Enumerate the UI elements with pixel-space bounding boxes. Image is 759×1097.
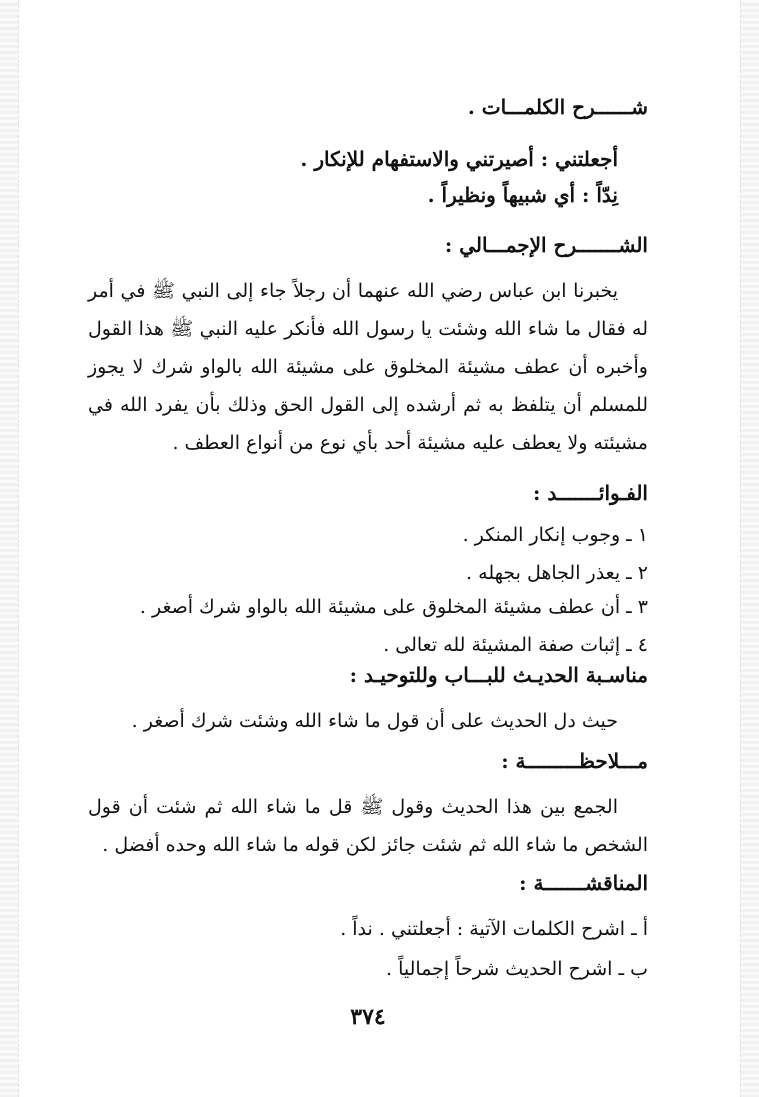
benefit-2: ٢ ـ يعذر الجاهل بجهله . [466,562,648,584]
page-number: ٣٧٤ [350,1004,386,1030]
note-line-2: الشخص ما شاء الله ثم شئت جائز لكن قوله ما شاء الله وحده أفضل . [102,834,648,856]
benefit-1: ١ ـ وجوب إنكار المنكر . [462,524,648,546]
heading-benefits: الفـوائـــــــد : [533,481,648,505]
heading-note: مـــلاحظـــــــــة : [501,749,648,773]
summary-line-4: للمسلم أن يتلفظ به ثم أرشده إلى القول الحق وذلك بأن يفرد الله في [88,394,648,416]
relevance-text: حيث دل الحديث على أن قول ما شاء الله وشئت شرك أصغر . [131,710,618,732]
heading-relevance: مناسـبة الحديـث للبـــاب وللتوحيـد : [349,663,648,687]
summary-line-2: له فقال ما شاء الله وشئت يا رسول الله فأنكر عليه النبي ﷺ هذا القول [88,318,648,340]
summary-line-3: وأخبره أن عطف مشيئة المخلوق على مشيئة الله بالواو شرك لا يجوز [88,356,648,378]
scan-edge-left [0,0,19,1097]
definition-1: أجعلتني : أصيرتني والاستفهام للإنكار . [300,147,618,171]
benefit-3: ٣ ـ أن عطف مشيئة المخلوق على مشيئة الله بالواو شرك أصغر . [139,596,648,618]
summary-line-1: يخبرنا ابن عباس رضي الله عنهما أن رجلاً جاء إلى النبي ﷺ في أمر [88,280,618,302]
book-page [88,92,648,1052]
question-a: أ ـ اشرح الكلمات الآتية : أجعلتني . نداً . [340,918,648,940]
benefit-4: ٤ ـ إثبات صفة المشيئة لله تعالى . [383,634,648,656]
heading-summary: الشـــــــرح الإجمـــالي : [444,233,648,257]
definition-2: نِدّاً : أي شبيهاً ونظيراً . [427,183,618,207]
heading-words: شــــــرح الكلمـــات . [467,95,648,119]
summary-line-5: مشيئته ولا يعطف عليه مشيئة أحد بأي نوع من أنواع العطف . [172,432,648,454]
scan-edge-right [740,0,759,1097]
question-b: ب ـ اشرح الحديث شرحاً إجمالياً . [386,958,648,980]
heading-discussion: المناقشـــــــة : [519,871,648,895]
note-line-1: الجمع بين هذا الحديث وقول ﷺ قل ما شاء الله ثم شئت أن قول [88,796,618,818]
